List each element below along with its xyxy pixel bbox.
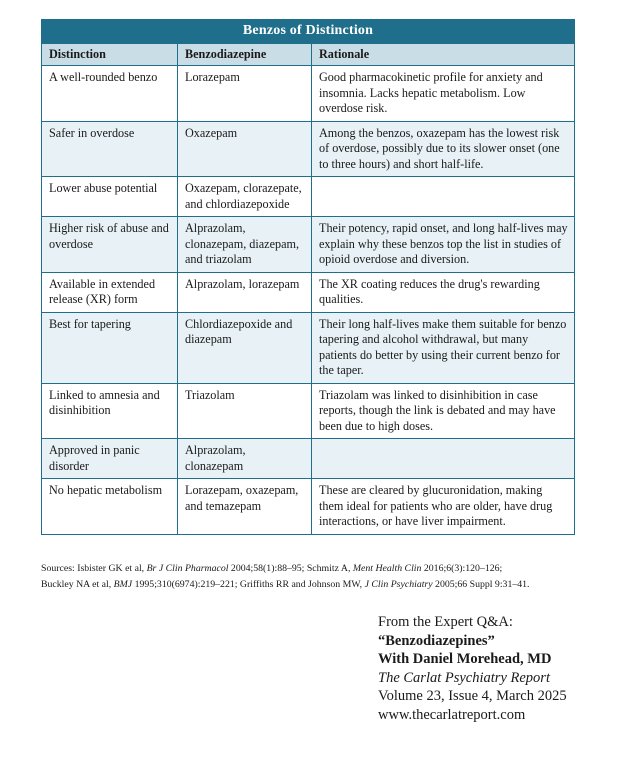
benzos-table (41, 19, 575, 535)
distinction-cell: No hepatic metabolism (42, 479, 178, 535)
rationale-cell: These are cleared by glucuronidation, making them ideal for patients who are older, have drug interactions, or have liver impairment. (312, 479, 575, 535)
benzodiazepine-cell: Alprazolam, lorazepam (178, 272, 312, 312)
table-row (42, 217, 575, 273)
table-row (42, 121, 575, 177)
sources-text: Sources: Isbister GK et al, (41, 563, 147, 574)
sources-text: 2005;66 Suppl 9:31–41. (432, 579, 530, 590)
rationale-cell: The XR coating reduces the drug's rewarding qualities. (312, 272, 575, 312)
table-row (42, 66, 575, 122)
rationale-cell: Good pharmacokinetic profile for anxiety and insomnia. Lacks hepatic metabolism. Low overdose risk. (312, 66, 575, 122)
sources-note (41, 561, 601, 593)
table-row (42, 383, 575, 439)
column-header-distinction: Distinction (42, 43, 178, 66)
table-row (42, 272, 575, 312)
sources-text: 2016;6(3):120–126; (421, 563, 503, 574)
benzodiazepine-cell: Alprazolam, clonazepam, diazepam, and triazolam (178, 217, 312, 273)
credit-issue: Volume 23, Issue 4, March 2025 (378, 688, 567, 704)
journal-name: Ment Health Clin (352, 563, 422, 574)
distinction-cell: Approved in panic disorder (42, 439, 178, 479)
credit-topic: “Benzodiazepines” (378, 632, 495, 649)
column-header-benzodiazepine: Benzodiazepine (178, 43, 312, 66)
rationale-cell: Their long half-lives make them suitable for benzo tapering and alcohol withdrawal, but many patients do better by using their current benzo for the taper. (312, 312, 575, 383)
table-title-row (42, 20, 575, 44)
distinction-cell: Lower abuse potential (42, 177, 178, 217)
rationale-cell: Among the benzos, oxazepam has the lowest risk of overdose, possibly due to its slower onset (one to three hours) and short half-life. (312, 121, 575, 177)
benzodiazepine-cell: Lorazepam, oxazepam, and temazepam (178, 479, 312, 535)
benzodiazepine-cell: Alprazolam, clonazepam (178, 439, 312, 479)
benzos-table-container (41, 19, 574, 535)
credit-publication: The Carlat Psychiatry Report (378, 669, 550, 686)
rationale-cell: Their potency, rapid onset, and long half-lives may explain why these benzos top the list in studies of opioid overdose and diversion. (312, 217, 575, 273)
benzodiazepine-cell: Triazolam (178, 383, 312, 439)
credit-website: www.thecarlatreport.com (378, 706, 526, 723)
benzodiazepine-cell: Lorazepam (178, 66, 312, 122)
distinction-cell: A well-rounded benzo (42, 66, 178, 122)
table-row (42, 439, 575, 479)
table-row (42, 479, 575, 535)
distinction-cell: Linked to amnesia and disinhibition (42, 383, 178, 439)
distinction-cell: Available in extended release (XR) form (42, 272, 178, 312)
sources-text: 1995;310(6974):219–221; Griffiths RR and Johnson MW, (132, 579, 365, 590)
table-title: Benzos of Distinction (42, 20, 575, 44)
credit-author: With Daniel Morehead, MD (378, 651, 552, 667)
rationale-cell: Triazolam was linked to disinhibition in case reports, though the link is debated and may have been due to high doses. (312, 383, 575, 439)
table-row (42, 177, 575, 217)
credit-source-line: From the Expert Q&A: (378, 614, 513, 630)
distinction-cell: Best for tapering (42, 312, 178, 383)
distinction-cell: Safer in overdose (42, 121, 178, 177)
sources-text: Buckley NA et al, (41, 579, 114, 590)
journal-name: Br J Clin Pharmacol (146, 563, 229, 574)
benzodiazepine-cell: Chlordiazepoxide and diazepam (178, 312, 312, 383)
rationale-cell (312, 177, 575, 217)
journal-name: BMJ (113, 579, 133, 590)
column-header-rationale: Rationale (312, 43, 575, 66)
benzodiazepine-cell: Oxazepam (178, 121, 312, 177)
sources-text: 2004;58(1):88–95; Schmitz A, (228, 563, 353, 574)
rationale-cell (312, 439, 575, 479)
credit-block (378, 613, 567, 724)
table-header-row (42, 43, 575, 66)
table-row (42, 312, 575, 383)
distinction-cell: Higher risk of abuse and overdose (42, 217, 178, 273)
journal-name: J Clin Psychiatry (364, 579, 433, 590)
benzodiazepine-cell: Oxazepam, clorazepate, and chlordiazepoxide (178, 177, 312, 217)
